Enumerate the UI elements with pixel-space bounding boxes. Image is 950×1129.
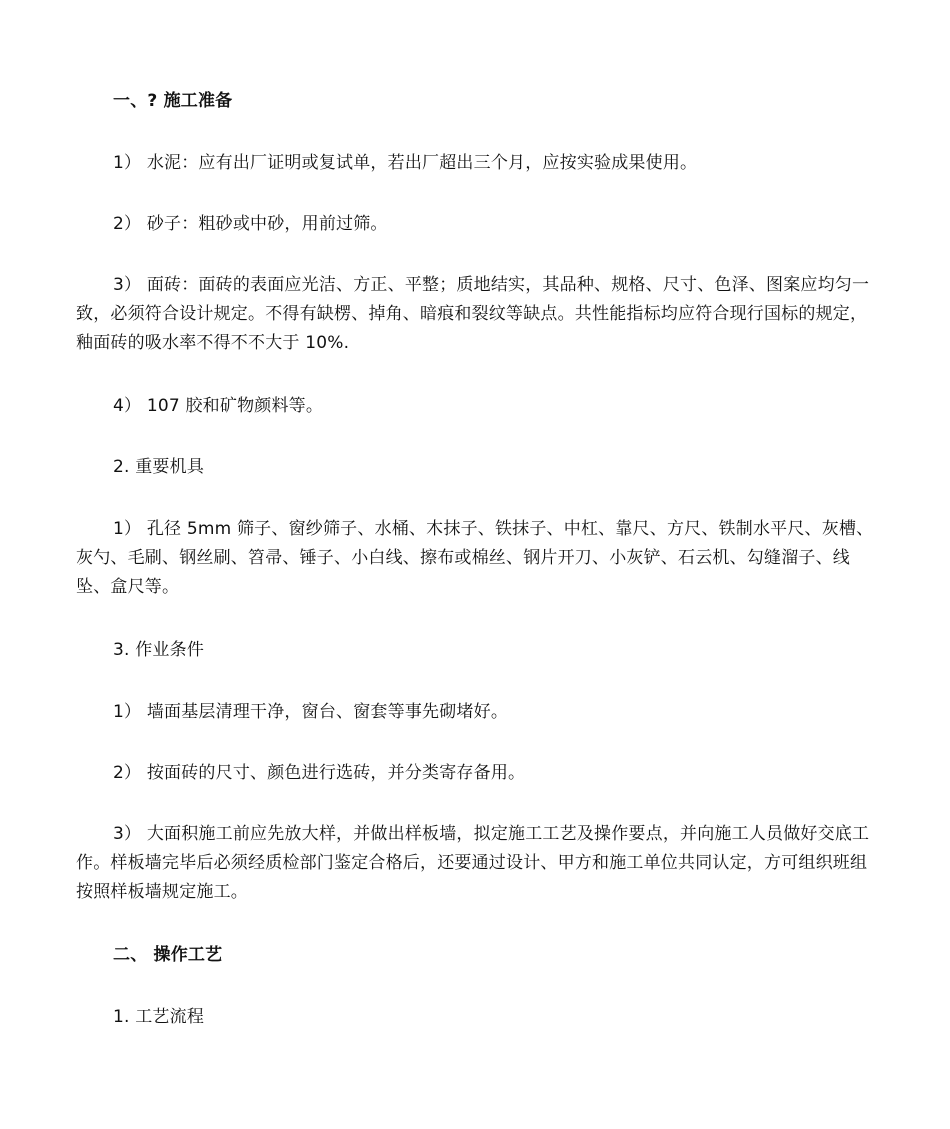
item-tool-list: 1） 孔径 5mm 筛子、窗纱筛子、水桶、木抹子、铁抹子、中杠、靠尺、方尺、铁制水平尺、灰槽、灰勺、毛刷、钢丝刷、笤帚、锤子、小白线、擦布或棉丝、钢片开刀、小灰铲、石云机、勾缝溜子、线坠、盒尺等。 [76,519,874,597]
item-sample-wall: 3） 大面积施工前应先放大样，并做出样板墙，拟定施工工艺及操作要点，并向施工人员做好交底工作。样板墙完毕后必须经质检部门鉴定合格后，还要通过设计、甲方和施工单位共同认定，方可组织班组按照样板墙规定施工。 [76,824,870,902]
section-conditions: 3. 作业条件 [113,640,205,660]
item-glue: 4） 107 胶和矿物颜料等。 [113,396,324,416]
section-process-flow: 1. 工艺流程 [113,1007,205,1027]
section-tools: 2. 重要机具 [113,457,205,477]
item-sand: 2） 砂子：粗砂或中砂，用前过筛。 [113,214,388,234]
item-wall-clean: 1） 墙面基层清理干净，窗台、窗套等事先砌堵好。 [113,702,509,722]
item-cement: 1） 水泥：应有出厂证明或复试单，若出厂超出三个月，应按实验成果使用。 [113,153,698,173]
item-tile-select: 2） 按面砖的尺寸、颜色进行选砖，并分类寄存备用。 [113,763,526,783]
heading-preparation: 一、? 施工准备 [113,91,233,111]
item-tiles: 3） 面砖：面砖的表面应光洁、方正、平整；质地结实，其品种、规格、尺寸、色泽、图案应均匀一致，必须符合设计规定。不得有缺楞、掉角、暗痕和裂纹等缺点。共性能指标均应符合现行国标的规定，釉面砖的吸水率不得不不大于 10%. [76,275,870,353]
heading-operation: 二、 操作工艺 [113,945,223,965]
